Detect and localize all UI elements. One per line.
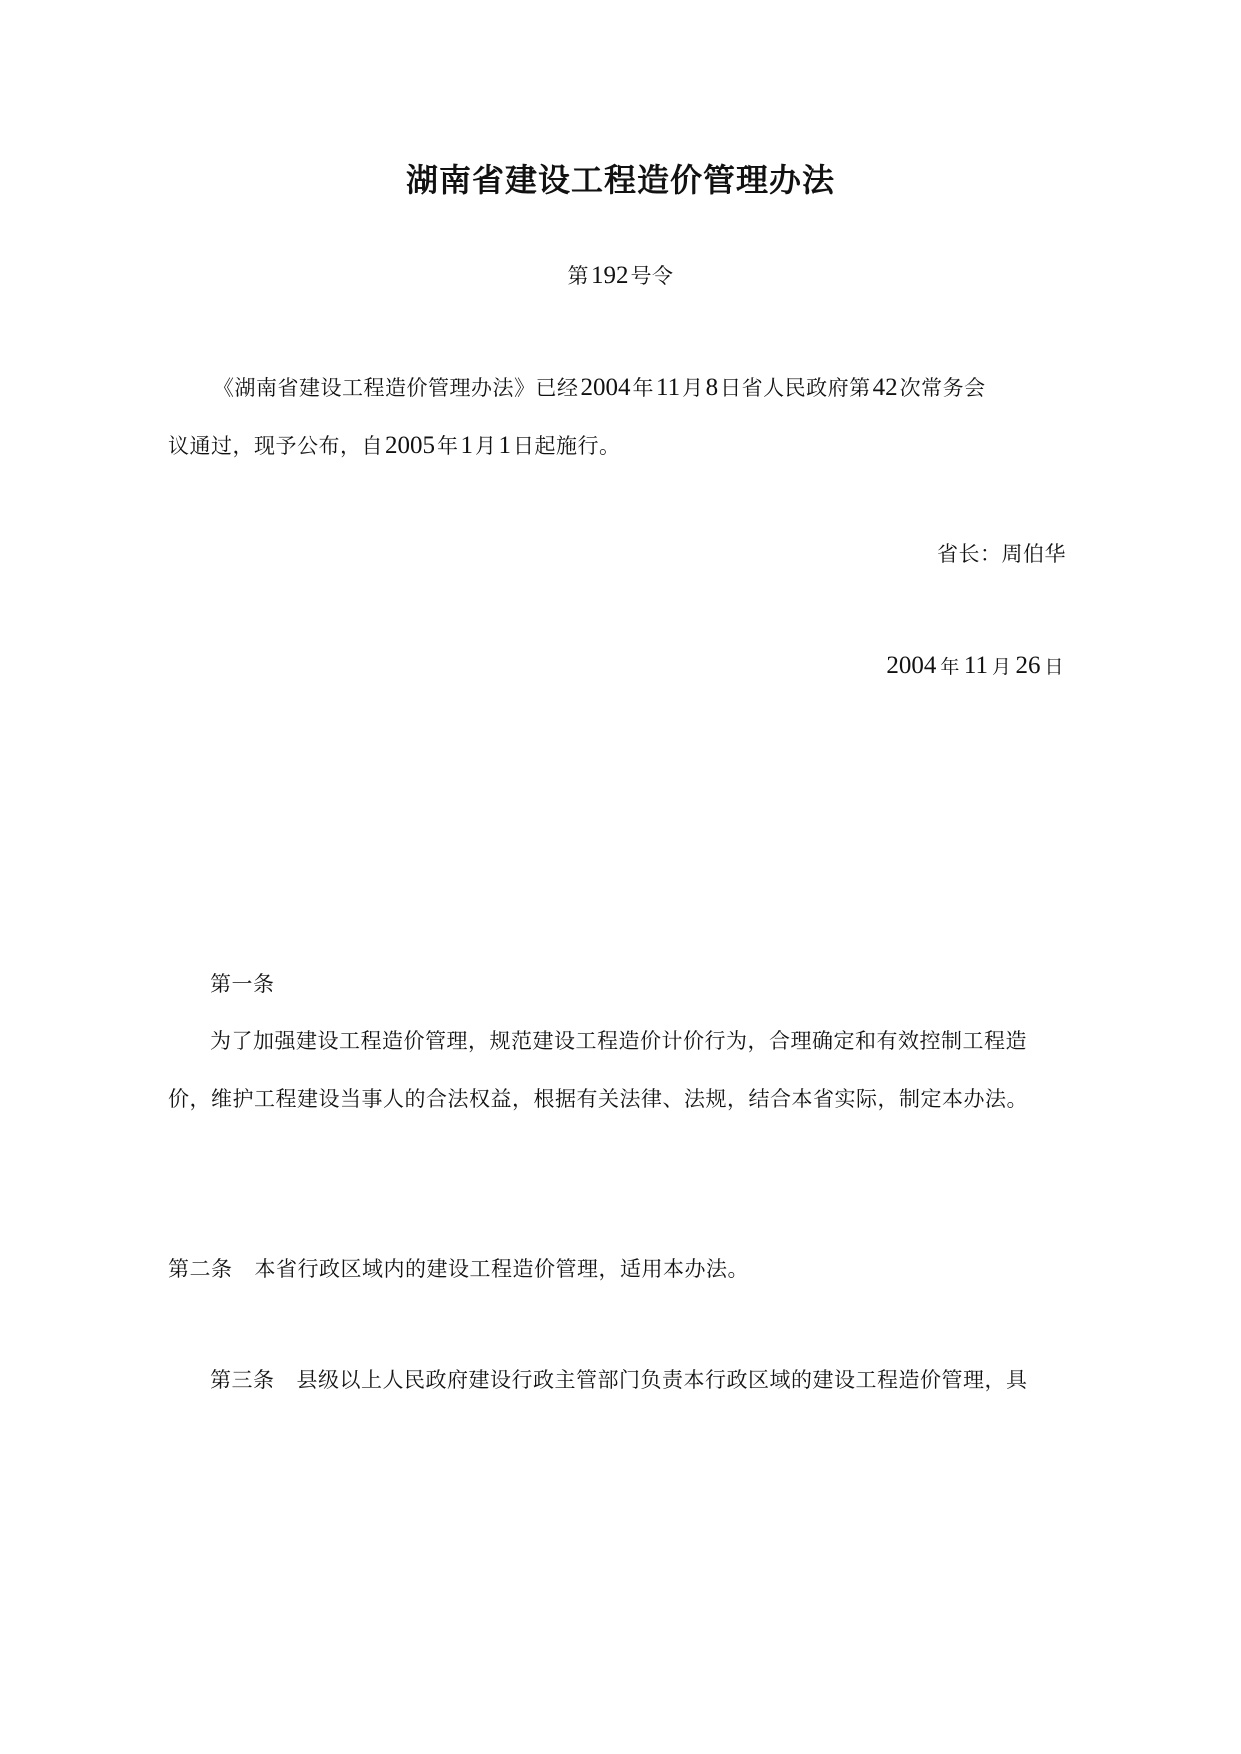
order-number	[0, 262, 1241, 290]
month-unit: 月	[682, 376, 704, 400]
signing-day: 26	[1015, 652, 1041, 679]
promulgation-line-2	[168, 432, 621, 460]
article-3	[210, 1366, 1028, 1394]
order-prefix: 第	[567, 264, 589, 288]
month-unit: 月	[475, 434, 497, 458]
promulgation-line-1	[213, 374, 986, 402]
effective-month: 1	[460, 432, 473, 459]
day-unit: 日	[1044, 656, 1064, 678]
article-1-text-line-2: 价，维护工程建设当事人的合法权益，根据有关法律、法规，结合本省实际，制定本办法。	[168, 1087, 1028, 1111]
adoption-year: 2004	[580, 374, 631, 401]
year-unit: 年	[437, 434, 459, 458]
article-1-heading: 第一条	[210, 972, 275, 996]
year-unit: 年	[940, 656, 960, 678]
article-2-text: 本省行政区域内的建设工程造价管理，适用本办法。	[254, 1257, 749, 1281]
article-1-text-line-1: 为了加强建设工程造价管理，规范建设工程造价计价行为，合理确定和有效控制工程造	[210, 1029, 1027, 1053]
effective-day: 1	[498, 432, 511, 459]
promulgation-text: 日省人民政府第	[720, 376, 871, 400]
promulgation-text: 日起施行。	[513, 434, 621, 458]
session-number: 42	[872, 374, 898, 401]
promulgation-text: 议通过，现予公布，自	[168, 434, 383, 458]
order-number-value: 192	[591, 262, 629, 289]
article-2	[168, 1255, 749, 1283]
article-3-text: 县级以上人民政府建设行政主管部门负责本行政区域的建设工程造价管理，具	[296, 1368, 1028, 1392]
adoption-month: 11	[656, 374, 681, 401]
signatory: 省长：周伯华	[937, 542, 1066, 566]
article-3-heading: 第三条	[210, 1368, 275, 1392]
signing-month: 11	[963, 652, 988, 679]
order-suffix: 号令	[630, 264, 674, 288]
effective-year: 2005	[385, 432, 435, 459]
signing-year: 2004	[886, 652, 937, 679]
signing-date	[884, 652, 1066, 681]
adoption-day: 8	[705, 374, 719, 401]
promulgation-text: 次常务会	[899, 376, 986, 400]
article-2-heading: 第二条	[168, 1257, 233, 1281]
document-title: 湖南省建设工程造价管理办法	[405, 161, 835, 199]
promulgation-text: 《湖南省建设工程造价管理办法》已经	[213, 376, 579, 400]
month-unit: 月	[991, 656, 1012, 678]
year-unit: 年	[632, 376, 654, 400]
